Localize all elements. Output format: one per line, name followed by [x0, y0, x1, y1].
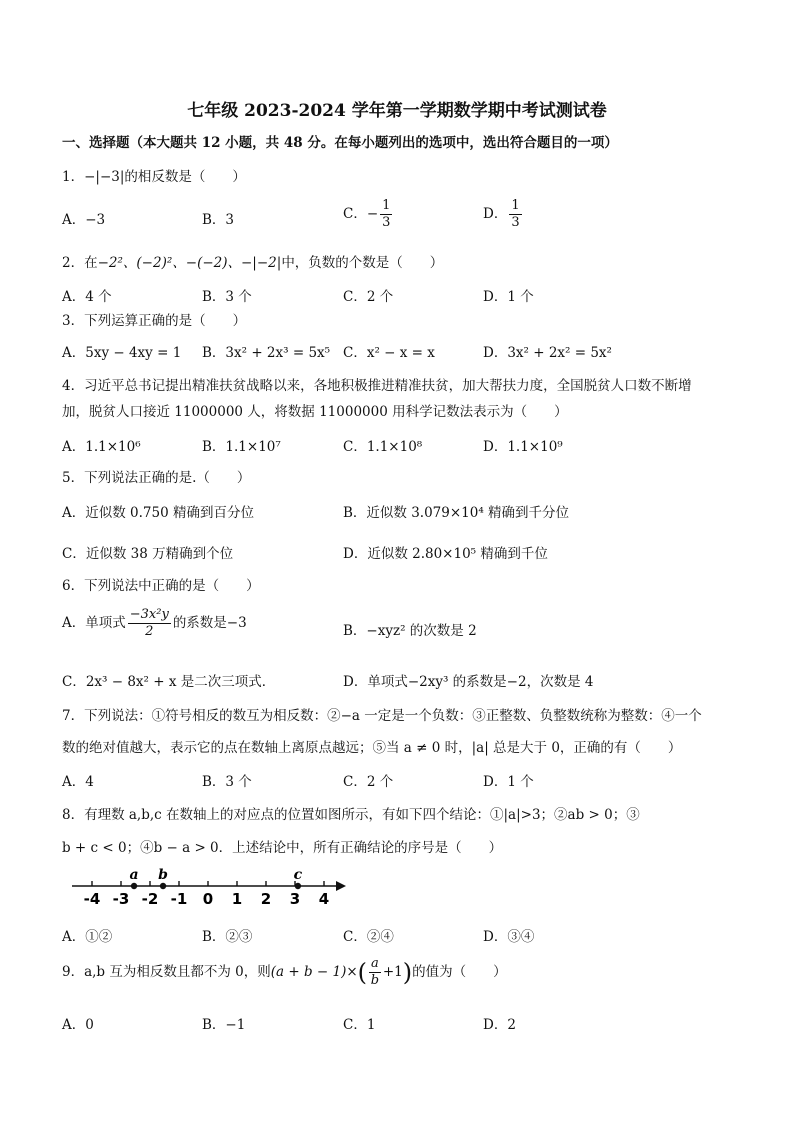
q4-option-b[interactable]: B．1.1×10⁷	[202, 439, 281, 455]
q3-option-d[interactable]: D．3x² + 2x² = 5x²	[483, 345, 612, 361]
q5-option-b[interactable]: B．近似数 3.079×10⁴ 精确到千分位	[343, 505, 570, 521]
question-8-stem-line2: b + c < 0；④b − a > 0．上述结论中，所有正确结论的序号是（ ）	[62, 840, 503, 856]
number-line-point-b	[160, 883, 166, 889]
question-7-stem-line2: 数的绝对值越大，表示它的点在数轴上离原点越远；⑤当 a ≠ 0 时，|a| 总是大于 0，正确的有（ ）	[62, 740, 682, 756]
q2-option-c[interactable]: C．2 个	[343, 289, 394, 305]
q8-option-b[interactable]: B．②③	[202, 929, 253, 945]
q3-option-c[interactable]: C．x² − x = x	[343, 345, 435, 361]
number-line-point-a	[131, 883, 137, 889]
q9-option-c[interactable]: C．1	[343, 1017, 376, 1033]
number-line-point-c	[295, 883, 301, 889]
question-8-stem-line1: 8．有理数 a,b,c 在数轴上的对应点的位置如图所示，有如下四个结论：①|a|>3；②ab > 0；③	[62, 807, 640, 823]
q5-option-d[interactable]: D．近似数 2.80×10⁵ 精确到千位	[343, 546, 548, 562]
question-7-stem-line1: 7．下列说法：①符号相反的数互为相反数：②−a 一定是一个负数：③正整数、负整数统称为整数：④一个	[62, 708, 702, 724]
q6-option-b[interactable]: B．−xyz² 的次数是 2	[343, 623, 477, 639]
q8-option-a[interactable]: A．①②	[62, 929, 113, 945]
q8-option-d[interactable]: D．③④	[483, 929, 535, 945]
q1-option-d[interactable]	[483, 198, 524, 231]
number-line-tick-label: 2	[260, 890, 272, 908]
number-line-figure	[70, 866, 350, 910]
number-line-tick-label: 1	[231, 890, 243, 908]
question-5-stem: 5．下列说法正确的是.（ ）	[62, 470, 251, 486]
question-3-stem: 3．下列运算正确的是（ ）	[62, 313, 247, 329]
q7-option-a[interactable]: A．4	[62, 774, 94, 790]
question-6-stem: 6．下列说法中正确的是（ ）	[62, 578, 260, 594]
q7-option-b[interactable]: B．3 个	[202, 774, 252, 790]
q1-c-fraction: $\frac{1}{3}$	[382, 198, 391, 230]
q8-option-c[interactable]: C．②④	[343, 929, 394, 945]
number-line-tick-label: 4	[318, 890, 330, 908]
q3-option-b[interactable]: B．3x² + 2x³ = 5x⁵	[202, 345, 331, 361]
q9-fraction: $\frac{a}{b}$	[370, 956, 380, 988]
number-line-point-label-c: c	[293, 867, 303, 883]
q1-option-b[interactable]: B．3	[202, 212, 235, 228]
number-line-tick-label: -3	[112, 890, 130, 908]
q2-option-a[interactable]: A．4 个	[62, 289, 112, 305]
number-line-tick-label: -4	[83, 890, 101, 908]
q9-option-a[interactable]: A．0	[62, 1017, 94, 1033]
number-line-point-label-a: a	[129, 867, 139, 883]
q5-option-c[interactable]: C．近似数 38 万精确到个位	[62, 546, 234, 562]
q4-option-c[interactable]: C．1.1×10⁸	[343, 439, 423, 455]
q6-option-a-suffix: 的系数是−3	[172, 615, 247, 631]
question-9-stem: 9．a,b 互为相反数且都不为 0，则(a + b − 1)×( $\frac{a}{b}$ +1)的值为（ ）	[62, 956, 507, 988]
q3-option-a[interactable]: A．5xy − 4xy = 1	[62, 345, 182, 361]
q1-option-d-label: D．	[483, 206, 508, 222]
number-line-tick-label: -2	[141, 890, 159, 908]
number-line-arrow	[336, 881, 346, 891]
q7-option-d[interactable]: D．1 个	[483, 774, 534, 790]
question-1-stem: 1．−|−3|的相反数是（ ）	[62, 169, 246, 185]
question-4-stem-line1: 4．习近平总书记提出精准扶贫战略以来，各地积极推进精准扶贫，加大帮扶力度，全国脱贫人口数不断增	[62, 378, 692, 394]
q6-a-fraction: $\frac{\text{−3x²y}}{2}$	[129, 607, 169, 639]
q2-option-b[interactable]: B．3 个	[202, 289, 252, 305]
q4-option-d[interactable]: D．1.1×10⁹	[483, 439, 563, 455]
number-line-tick-label: 0	[202, 890, 214, 908]
paper-title: 七年级 2023-2024 学年第一学期数学期中考试测试卷	[187, 101, 607, 121]
q1-option-c[interactable]	[343, 198, 394, 231]
q1-option-a[interactable]: A．−3	[62, 212, 106, 228]
q1-option-c-label: C．−	[343, 206, 379, 222]
q7-option-c[interactable]: C．2 个	[343, 774, 394, 790]
q6-option-c[interactable]: C．2x³ − 8x² + x 是二次三项式．	[62, 674, 276, 690]
question-2-stem: 2．在−2²、(−2)²、−(−2)、−|−2|中，负数的个数是（ ）	[62, 255, 444, 271]
question-4-stem-line2: 加，脱贫人口接近 11000000 人，将数据 11000000 用科学记数法表示为（ ）	[62, 404, 568, 420]
q9-option-b[interactable]: B．−1	[202, 1017, 246, 1033]
q4-option-a[interactable]: A．1.1×10⁶	[62, 439, 141, 455]
q6-option-a-label: A．单项式	[62, 615, 126, 631]
q1-d-fraction: $\frac{1}{3}$	[511, 198, 520, 230]
q6-option-d[interactable]: D．单项式−2xy³ 的系数是−2，次数是 4	[343, 674, 594, 690]
section-heading: 一、选择题（本大题共 12 小题，共 48 分。在每小题列出的选项中，选出符合题目的一项）	[62, 135, 618, 151]
q6-option-a[interactable]	[62, 607, 247, 640]
number-line-tick-label: -1	[170, 890, 188, 908]
number-line-tick-label: 3	[289, 890, 301, 908]
number-line-point-label-b: b	[158, 867, 168, 883]
q9-option-d[interactable]: D．2	[483, 1017, 516, 1033]
q2-option-d[interactable]: D．1 个	[483, 289, 534, 305]
q5-option-a[interactable]: A．近似数 0.750 精确到百分位	[62, 505, 254, 521]
